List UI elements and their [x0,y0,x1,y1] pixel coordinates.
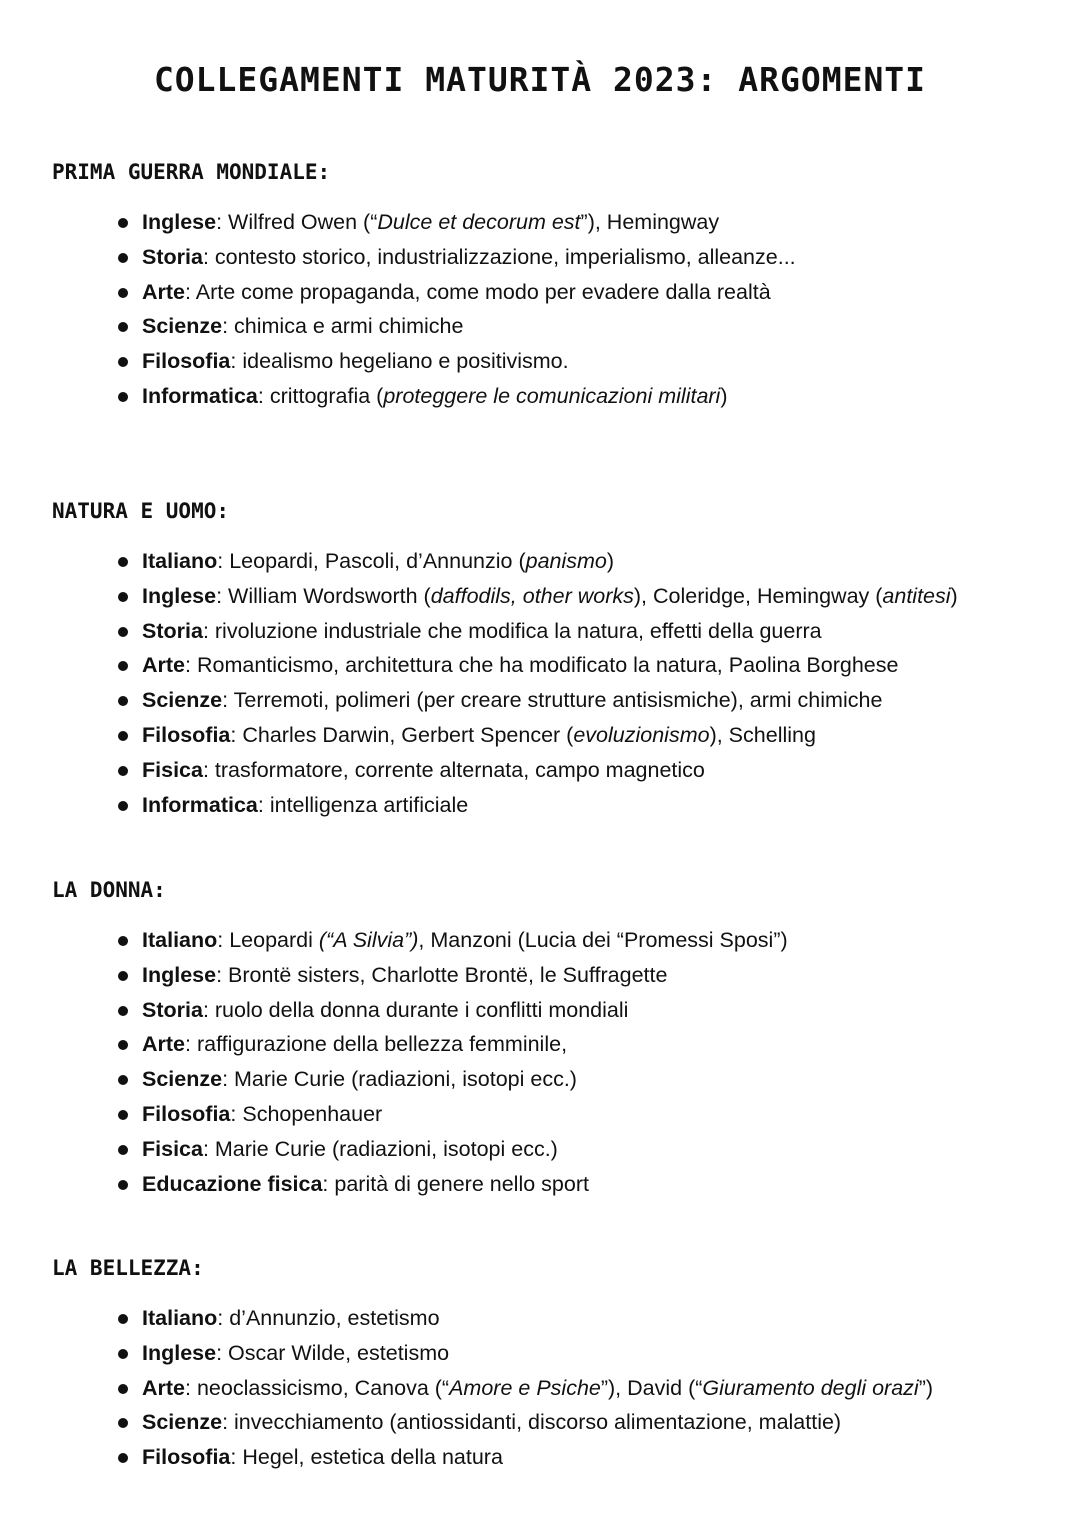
list-item [52,1336,1072,1371]
list-item [52,1301,1072,1336]
item-text: : parità di genere nello sport [322,1171,589,1196]
item-text: ”), Hemingway [580,210,720,234]
subject-label: Filosofia [142,1101,231,1126]
bullet-icon [118,392,128,402]
item-text: : Marie Curie (radiazioni, isotopi ecc.) [202,1136,558,1161]
list-item [52,1167,1072,1202]
bullet-icon [118,696,128,706]
item-text-italic: antitesi [882,583,951,608]
section-natura-e-uomo [52,496,1072,822]
topic-list [52,1301,1072,1475]
subject-label: Arte [142,279,186,304]
section-la-donna [52,875,1072,1201]
item-text: : rivoluzione industriale che modifica la natura, effetti della guerra [202,618,822,643]
list-item [52,753,1072,788]
subject-label: Inglese [142,962,217,987]
subject-label: Scienze [142,1410,223,1435]
item-text: ) [720,383,728,408]
bullet-icon [118,253,128,263]
item-text: ) [950,583,958,608]
item-text: : crittografia ( [257,383,384,408]
item-text: : Brontë sisters, Charlotte Brontë, le Suffragette [216,962,668,987]
subject-label: Italiano [142,1306,218,1330]
item-text-italic: (“A Silvia”) [318,928,419,952]
section-la-bellezza [52,1253,1072,1475]
bullet-icon [118,288,128,298]
bullet-icon [118,766,128,776]
list-item [52,240,1072,275]
list-item [52,1062,1072,1097]
bullet-icon [118,1006,128,1016]
topic-list [52,544,1072,822]
bullet-icon [118,1145,128,1155]
list-item [52,1371,1072,1406]
subject-label: Italiano [142,928,218,952]
subject-label: Arte [142,1032,186,1057]
topic-list [52,205,1072,414]
item-text: ), Coleridge, Hemingway ( [633,583,883,608]
section-heading: LA BELLEZZA: [52,1256,204,1280]
list-item [52,579,1072,614]
subject-label: Arte [142,1375,186,1400]
bullet-icon [118,322,128,332]
subject-label: Storia [142,244,203,269]
list-item [52,958,1072,993]
bullet-icon [118,627,128,637]
bullet-icon [118,1075,128,1085]
subject-label: Filosofia [142,722,231,747]
subject-label: Fisica [142,757,203,782]
item-text: : Terremoti, polimeri (per creare strutture antisismiche), armi chimiche [222,688,883,713]
subject-label: Storia [142,618,203,643]
list-item [52,1405,1072,1440]
item-text-italic: Amore e Psiche [449,1375,601,1400]
subject-label: Scienze [142,314,223,339]
subject-label: Fisica [142,1136,203,1161]
bullet-icon [118,1349,128,1359]
bullet-icon [118,1314,128,1324]
bullet-icon [118,936,128,946]
bullet-icon [118,1180,128,1190]
item-text: ) [606,549,615,573]
subject-label: Italiano [142,549,218,573]
item-text: , Manzoni (Lucia dei “Promessi Sposi”) [418,928,788,952]
item-text: : Hegel, estetica della natura [230,1445,503,1470]
item-text-italic: Giuramento degli orazi [702,1375,919,1400]
bullet-icon [118,731,128,741]
list-item [52,344,1072,379]
item-text-italic: evoluzionismo [573,722,710,747]
list-item [52,309,1072,344]
subject-label: Arte [142,653,186,678]
item-text: : William Wordsworth ( [216,583,431,608]
item-text-italic: daffodils, other works [430,583,634,608]
item-text: : Arte come propaganda, come modo per evadere dalla realtà [185,279,771,304]
item-text: : Leopardi, Pascoli, d’Annunzio ( [217,549,526,573]
item-text: : invecchiamento (antiossidanti, discorso alimentazione, malattie) [222,1410,842,1435]
item-text: : neoclassicismo, Canova (“ [185,1375,450,1400]
list-item [52,544,1072,579]
item-text: : d’Annunzio, estetismo [217,1306,440,1330]
bullet-icon [118,1384,128,1394]
list-item [52,205,1072,240]
item-text: : Romanticismo, architettura che ha modificato la natura, Paolina Borghese [185,653,899,678]
item-text-italic: panismo [525,549,607,573]
item-text: : ruolo della donna durante i conflitti mondiali [202,997,629,1022]
item-text: : intelligenza artificiale [257,792,469,817]
list-item [52,993,1072,1028]
item-text: : Charles Darwin, Gerbert Spencer ( [230,722,574,747]
item-text: : Oscar Wilde, estetismo [216,1340,450,1365]
list-item [52,379,1072,414]
list-item [52,648,1072,683]
section-heading: PRIMA GUERRA MONDIALE: [52,160,331,184]
list-item [52,788,1072,823]
list-item [52,275,1072,310]
subject-label: Informatica [142,383,258,408]
topic-list [52,923,1072,1201]
item-text: : contesto storico, industrializzazione, imperialismo, alleanze... [202,244,796,269]
subject-label: Scienze [142,688,223,713]
subject-label: Filosofia [142,1445,231,1470]
subject-label: Educazione fisica [142,1171,323,1196]
subject-label: Inglese [142,210,217,234]
list-item [52,683,1072,718]
list-item [52,1440,1072,1475]
bullet-icon [118,357,128,367]
bullet-icon [118,1453,128,1463]
item-text: ”), David (“ [600,1375,703,1400]
item-text: : trasformatore, corrente alternata, campo magnetico [202,757,705,782]
page-title: COLLEGAMENTI MATURITÀ 2023: ARGOMENTI [153,60,927,99]
section-heading: LA DONNA: [52,878,166,902]
item-text: : raffigurazione della bellezza femminile, [185,1032,568,1057]
list-item [52,1027,1072,1062]
item-text: : Leopardi [217,928,319,952]
subject-label: Inglese [142,1340,217,1365]
bullet-icon [118,1418,128,1428]
item-text-italic: proteggere le comunicazioni militari [383,383,721,408]
subject-label: Storia [142,997,203,1022]
list-item [52,718,1072,753]
bullet-icon [118,557,128,567]
list-item [52,1132,1072,1167]
bullet-icon [118,971,128,981]
list-item [52,923,1072,958]
item-text-italic: Dulce et decorum est [377,210,581,234]
bullet-icon [118,218,128,228]
item-text: : idealismo hegeliano e positivismo. [230,349,569,374]
item-text: : Marie Curie (radiazioni, isotopi ecc.) [222,1067,577,1092]
bullet-icon [118,1110,128,1120]
item-text: : chimica e armi chimiche [222,314,464,339]
subject-label: Informatica [142,792,258,817]
bullet-icon [118,1040,128,1050]
list-item [52,614,1072,649]
list-item [52,1097,1072,1132]
section-heading: NATURA E UOMO: [52,499,230,523]
item-text: ”) [918,1375,934,1400]
item-text: ), Schelling [709,722,816,747]
section-prima-guerra-mondiale [52,157,1072,414]
item-text: : Schopenhauer [230,1101,383,1126]
bullet-icon [118,592,128,602]
subject-label: Inglese [142,583,217,608]
subject-label: Filosofia [142,349,231,374]
item-text: : Wilfred Owen (“ [216,210,378,234]
bullet-icon [118,801,128,811]
subject-label: Scienze [142,1067,223,1092]
bullet-icon [118,661,128,671]
